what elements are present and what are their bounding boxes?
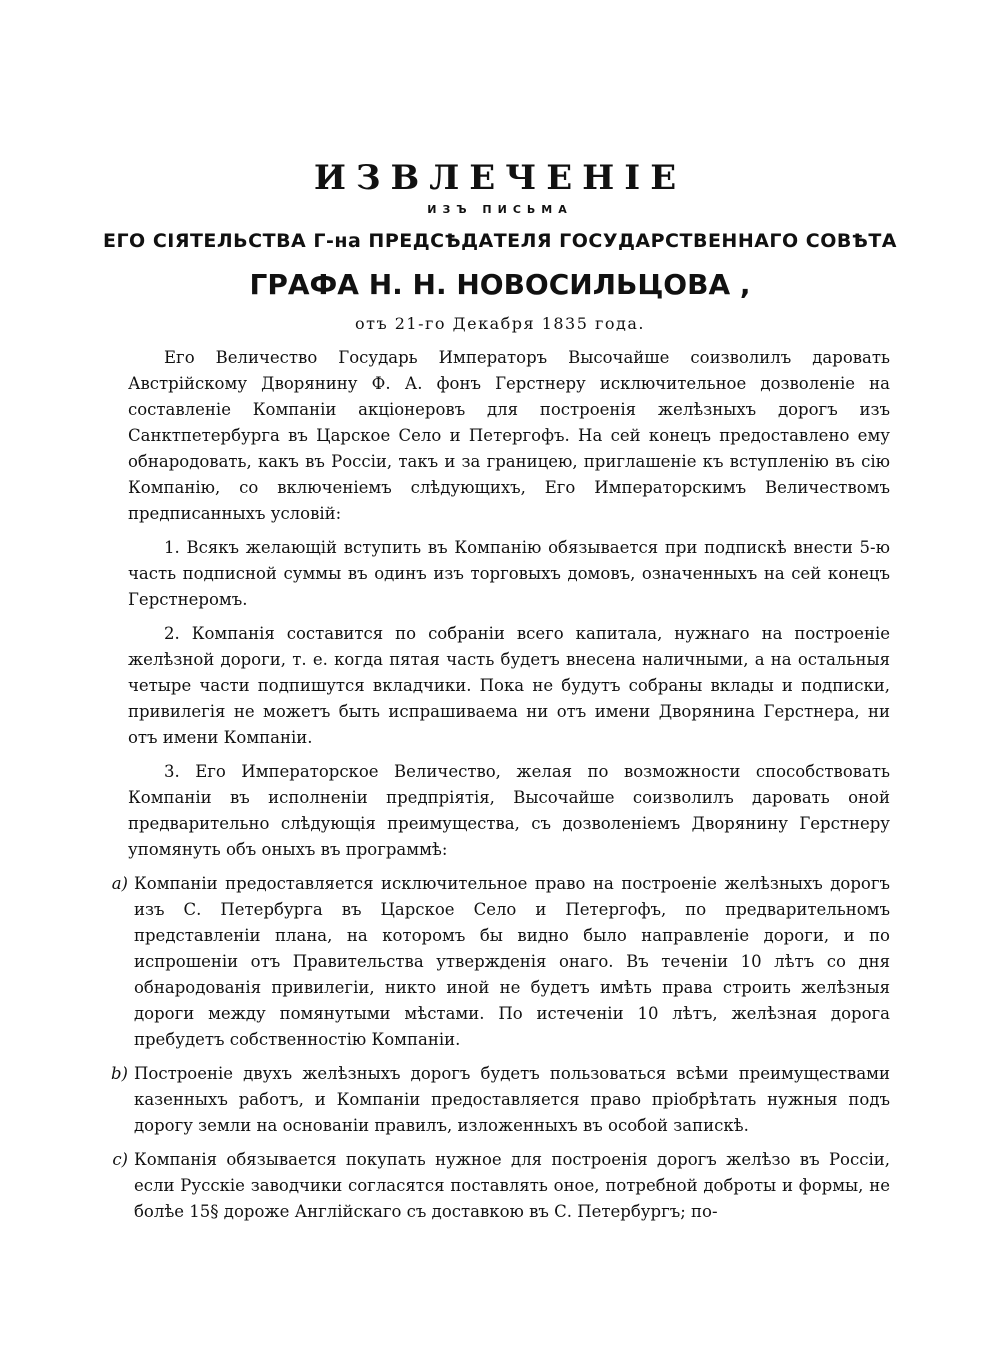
clause-2: 2. Компанія составится по собраніи всего капитала, нужнаго на построеніе желѣзной дороги, т. е. когда пятая часть будетъ внесена наличными, а на остальныя четыре части подпишутся вкладчики. Пока не будутъ собраны вклады и подписки, привилегія не можетъ быть испрашиваема ни отъ имени Дворянина Герстнера, ни отъ имени Компаніи. <box>128 624 890 747</box>
item-text: Компаніи предоставляется исключительное право на построеніе желѣзныхъ дорогъ изъ С. Петербурга въ Царское Село и Петергофъ, по предварительномъ представленіи плана, на которомъ бы видно было направленіе дороги, и по испрошеніи отъ Правительства утвержденія онаго. Въ теченіи 10 лѣтъ со дня обнародованія привилегіи, никто иной не будетъ имѣть права строить желѣзныя дороги между помянутыми мѣстами. По истеченіи 10 лѣтъ, желѣзная дорога пребудетъ собственностію Компаніи. <box>134 874 890 1049</box>
heading-main: ИЗВЛЕЧЕНІЕ <box>313 158 687 198</box>
item-a <box>111 871 890 1053</box>
body-text <box>111 345 890 1233</box>
item-marker: a) <box>111 874 128 893</box>
heading-sub: ИЗЪ ПИСЬМА <box>427 203 573 216</box>
intro-paragraph: Его Величество Государь Императоръ Высочайше соизволилъ даровать Австрійскому Дворянину Ф. А. фонъ Герстнеру исключительное дозволеніе на составленіе Компаніи акціонеровъ для построенія желѣзныхъ дорогъ изъ Санктпетербурга въ Царское Село и Петергофъ. На сей конецъ предоставлено ему обнародовать, какъ въ Россіи, такъ и за границею, приглашеніе къ вступленію въ сію Компанію, со включеніемъ слѣдующихъ, Его Императорскимъ Величествомъ предписанныхъ условій: <box>128 348 890 523</box>
item-text: Построеніе двухъ желѣзныхъ дорогъ будетъ пользоваться всѣми преимуществами казенныхъ работъ, и Компаніи предоставляется право пріобрѣтать нужныя подъ дорогу земли на основаніи правилъ, изложенныхъ въ особой запискѣ. <box>134 1064 890 1135</box>
clause-3: 3. Его Императорское Величество, желая по возможности способствовать Компаніи въ исполненіи предпріятія, Высочайше соизволилъ даровать оной предварительно слѣдующія преимущества, съ дозволеніемъ Дворянину Герстнеру упомянуть объ оныхъ въ программѣ: <box>128 762 890 859</box>
item-marker: b) <box>111 1064 128 1083</box>
item-b <box>111 1061 890 1139</box>
item-marker: c) <box>112 1150 128 1169</box>
heading-title: ЕГО СІЯТЕЛЬСТВА Г-на ПРЕДСѢДАТЕЛЯ ГОСУДАРСТВЕННАГО СОВѢТА <box>102 230 898 252</box>
item-c <box>112 1147 890 1225</box>
clause-1: 1. Всякъ желающій вступить въ Компанію обязывается при подпискѣ внести 5-ю часть подписной суммы въ одинъ изъ торговыхъ домовъ, означенныхъ на сей конецъ Герстнеромъ. <box>128 538 890 609</box>
heading-name: ГРАФА Н. Н. НОВОСИЛЬЦОВА , <box>249 268 751 301</box>
item-text: Компанія обязывается покупать нужное для построенія дорогъ желѣзо въ Россіи, если Русскіе заводчики согласятся поставлять оное, потребной доброты и формы, не болѣе 15§ дороже Англійскаго съ доставкою въ С. Петербургъ; по- <box>134 1150 890 1221</box>
heading-date: отъ 21-го Декабря 1835 года. <box>355 314 645 333</box>
